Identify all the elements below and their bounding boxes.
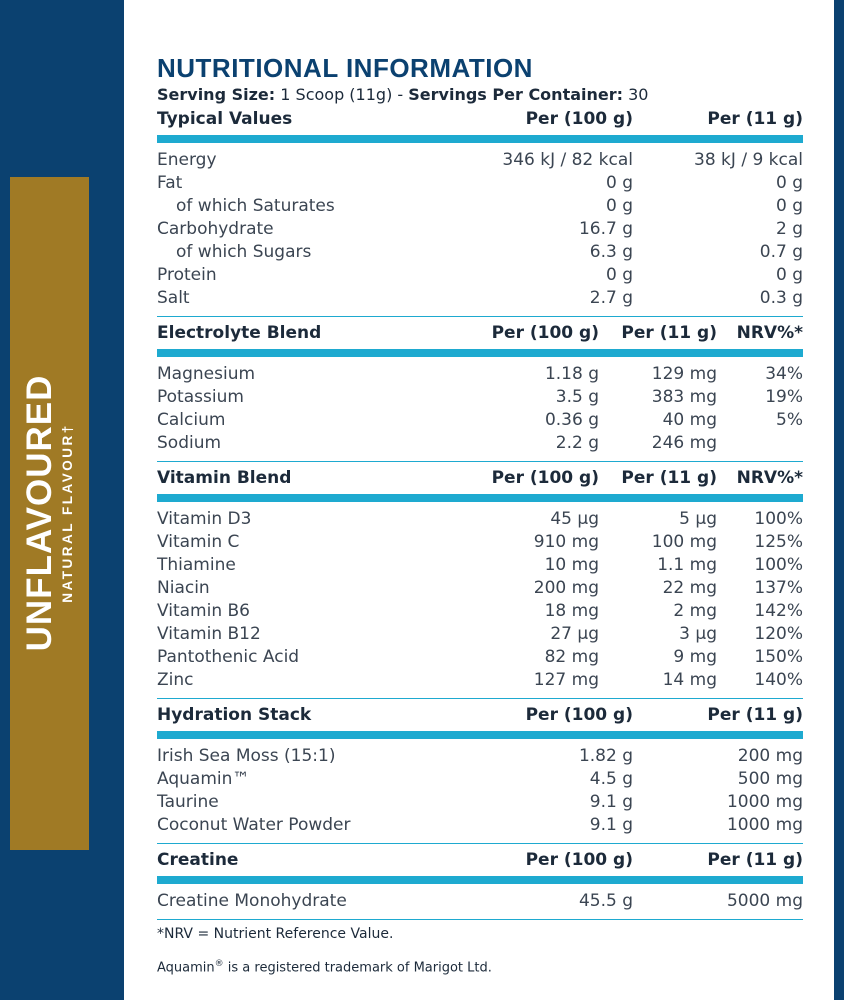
section-title: Electrolyte Blend xyxy=(157,323,322,343)
nutrient-name: of which Saturates xyxy=(176,196,335,216)
section-header xyxy=(157,848,803,884)
value-per-11g: 0 g xyxy=(775,265,803,285)
value-per-11g: 100 mg xyxy=(651,532,717,552)
value-nrv: 140% xyxy=(754,670,803,690)
table-row xyxy=(157,577,803,600)
nutrient-name: of which Sugars xyxy=(176,242,312,262)
value-nrv: 5% xyxy=(776,410,803,430)
serving-info xyxy=(157,84,803,106)
value-per-100g: 346 kJ / 82 kcal xyxy=(502,150,633,170)
ingredient-name: Coconut Water Powder xyxy=(157,815,351,835)
value-per-100g: 9.1 g xyxy=(589,815,633,835)
column-header-per-100g: Per (100 g) xyxy=(525,850,633,870)
table-row xyxy=(157,432,803,455)
nutrient-name: Sodium xyxy=(157,433,222,453)
serving-separator: - xyxy=(397,85,404,104)
value-nrv: 150% xyxy=(754,647,803,667)
nutrient-name: Thiamine xyxy=(157,555,236,575)
table-row xyxy=(157,363,803,386)
section-header xyxy=(157,466,803,502)
value-nrv: 137% xyxy=(754,578,803,598)
value-per-11g: 200 mg xyxy=(737,746,803,766)
nutrient-name: Calcium xyxy=(157,410,226,430)
value-per-11g: 246 mg xyxy=(651,433,717,453)
value-per-11g: 2 g xyxy=(775,219,803,239)
value-per-11g: 1.1 mg xyxy=(657,555,717,575)
section-divider xyxy=(157,692,803,699)
value-per-11g: 38 kJ / 9 kcal xyxy=(694,150,803,170)
value-per-11g: 5000 mg xyxy=(726,891,803,911)
column-header-per-100g: Per (100 g) xyxy=(491,323,599,343)
table-row xyxy=(157,508,803,531)
column-header-per-11g: Per (11 g) xyxy=(621,323,717,343)
column-header-per-100g: Per (100 g) xyxy=(491,468,599,488)
value-per-11g: 1000 mg xyxy=(726,815,803,835)
vitamin-blend-section xyxy=(157,466,803,699)
right-border-band xyxy=(834,0,844,1000)
value-nrv: 100% xyxy=(754,555,803,575)
section-title: Creatine xyxy=(157,850,239,870)
electrolyte-blend-section xyxy=(157,321,803,462)
table-row xyxy=(157,241,803,264)
column-header-nrv: NRV%* xyxy=(736,323,803,343)
creatine-section xyxy=(157,848,803,920)
table-row xyxy=(157,386,803,409)
column-header-per-100g: Per (100 g) xyxy=(525,109,633,129)
value-per-100g: 0 g xyxy=(605,196,633,216)
value-per-100g: 1.82 g xyxy=(578,746,633,766)
value-per-100g: 2.7 g xyxy=(589,288,633,308)
table-row xyxy=(157,409,803,432)
section-title: Hydration Stack xyxy=(157,705,312,725)
value-nrv: 125% xyxy=(754,532,803,552)
value-per-100g: 910 mg xyxy=(533,532,599,552)
value-per-11g: 500 mg xyxy=(737,769,803,789)
value-per-100g: 10 mg xyxy=(544,555,599,575)
value-per-11g: 0 g xyxy=(775,196,803,216)
nutrient-name: Magnesium xyxy=(157,364,256,384)
value-per-100g: 0 g xyxy=(605,173,633,193)
registered-mark: ® xyxy=(214,959,224,969)
section-title: Typical Values xyxy=(157,109,293,129)
value-per-11g: 2 mg xyxy=(673,601,717,621)
aquamin-brand: Aquamin xyxy=(157,960,215,976)
section-header xyxy=(157,107,803,143)
value-nrv: 34% xyxy=(765,364,803,384)
nutrient-name: Vitamin C xyxy=(157,532,240,552)
table-row xyxy=(157,791,803,814)
value-per-11g: 40 mg xyxy=(662,410,717,430)
ingredient-name: Irish Sea Moss (15:1) xyxy=(157,746,336,766)
flavour-label xyxy=(21,375,77,652)
column-header-per-11g: Per (11 g) xyxy=(707,705,803,725)
section-divider xyxy=(157,455,803,462)
value-nrv: 142% xyxy=(754,601,803,621)
serving-size-label: Serving Size: xyxy=(157,85,276,104)
value-per-100g: 82 mg xyxy=(544,647,599,667)
value-per-11g: 0 g xyxy=(775,173,803,193)
nutrient-name: Salt xyxy=(157,288,190,308)
value-per-100g: 1.18 g xyxy=(544,364,599,384)
value-per-11g: 129 mg xyxy=(651,364,717,384)
table-row xyxy=(157,669,803,692)
aquamin-footnote xyxy=(157,954,803,978)
value-per-100g: 18 mg xyxy=(544,601,599,621)
value-per-11g: 22 mg xyxy=(662,578,717,598)
table-row xyxy=(157,768,803,791)
nutrient-name: Energy xyxy=(157,150,217,170)
nutrient-name: Fat xyxy=(157,173,183,193)
page-title: NUTRITIONAL INFORMATION xyxy=(157,53,533,83)
value-per-100g: 45 µg xyxy=(550,509,599,529)
flavour-name: UNFLAVOURED xyxy=(20,374,59,652)
value-per-11g: 0.3 g xyxy=(759,288,803,308)
section-header xyxy=(157,321,803,357)
ingredient-name: Aquamin™ xyxy=(157,769,250,789)
table-row xyxy=(157,554,803,577)
value-per-100g: 4.5 g xyxy=(589,769,633,789)
table-row xyxy=(157,172,803,195)
table-row xyxy=(157,745,803,768)
value-per-100g: 16.7 g xyxy=(578,219,633,239)
section-divider xyxy=(157,310,803,317)
value-per-100g: 27 µg xyxy=(550,624,599,644)
value-per-100g: 0.36 g xyxy=(544,410,599,430)
section-divider xyxy=(157,913,803,920)
column-header-per-11g: Per (11 g) xyxy=(621,468,717,488)
value-per-11g: 3 µg xyxy=(679,624,717,644)
table-row xyxy=(157,623,803,646)
table-row xyxy=(157,531,803,554)
value-nrv xyxy=(717,432,803,455)
value-per-100g: 2.2 g xyxy=(555,433,599,453)
value-per-11g: 0.7 g xyxy=(759,242,803,262)
value-nrv: 120% xyxy=(754,624,803,644)
nutrient-name: Pantothenic Acid xyxy=(157,647,300,667)
table-row xyxy=(157,195,803,218)
ingredient-name: Taurine xyxy=(157,792,219,812)
table-row xyxy=(157,149,803,172)
table-row xyxy=(157,890,803,913)
nutrient-name: Zinc xyxy=(157,670,194,690)
nutrient-name: Niacin xyxy=(157,578,210,598)
column-header-nrv: NRV%* xyxy=(736,468,803,488)
value-nrv: 19% xyxy=(765,387,803,407)
value-per-100g: 127 mg xyxy=(533,670,599,690)
value-per-100g: 200 mg xyxy=(533,578,599,598)
nutrient-name: Vitamin D3 xyxy=(157,509,252,529)
value-per-100g: 0 g xyxy=(605,265,633,285)
section-divider xyxy=(157,837,803,844)
nutrient-name: Vitamin B12 xyxy=(157,624,261,644)
section-title: Vitamin Blend xyxy=(157,468,292,488)
value-per-11g: 5 µg xyxy=(679,509,717,529)
value-per-100g: 3.5 g xyxy=(555,387,599,407)
nutrient-name: Vitamin B6 xyxy=(157,601,251,621)
nrv-footnote: *NRV = Nutrient Reference Value. xyxy=(157,926,394,942)
table-row xyxy=(157,287,803,310)
flavour-note: NATURAL FLAVOUR† xyxy=(60,423,75,603)
column-header-per-100g: Per (100 g) xyxy=(525,705,633,725)
aquamin-trademark-text: is a registered trademark of Marigot Ltd. xyxy=(223,960,492,976)
nutrition-panel xyxy=(157,52,803,978)
value-per-11g: 14 mg xyxy=(662,670,717,690)
hydration-stack-section xyxy=(157,703,803,844)
table-row xyxy=(157,646,803,669)
value-per-11g: 383 mg xyxy=(651,387,717,407)
table-row xyxy=(157,218,803,241)
section-header xyxy=(157,703,803,739)
value-nrv: 100% xyxy=(754,509,803,529)
column-header-per-11g: Per (11 g) xyxy=(707,850,803,870)
servings-per-container-label: Servings Per Container: xyxy=(408,85,624,104)
value-per-100g: 45.5 g xyxy=(578,891,633,911)
value-per-11g: 1000 mg xyxy=(726,792,803,812)
column-header-per-11g: Per (11 g) xyxy=(707,109,803,129)
value-per-100g: 6.3 g xyxy=(589,242,633,262)
nutrient-name: Carbohydrate xyxy=(157,219,274,239)
value-per-100g: 9.1 g xyxy=(589,792,633,812)
nutrient-name: Potassium xyxy=(157,387,244,407)
value-per-11g: 9 mg xyxy=(673,647,717,667)
serving-size-value: 1 Scoop (11g) xyxy=(280,85,393,104)
table-row xyxy=(157,264,803,287)
nutrient-name: Protein xyxy=(157,265,217,285)
servings-per-container-value: 30 xyxy=(628,85,649,104)
typical-values-section xyxy=(157,107,803,317)
table-row xyxy=(157,600,803,623)
ingredient-name: Creatine Monohydrate xyxy=(157,891,347,911)
table-row xyxy=(157,814,803,837)
